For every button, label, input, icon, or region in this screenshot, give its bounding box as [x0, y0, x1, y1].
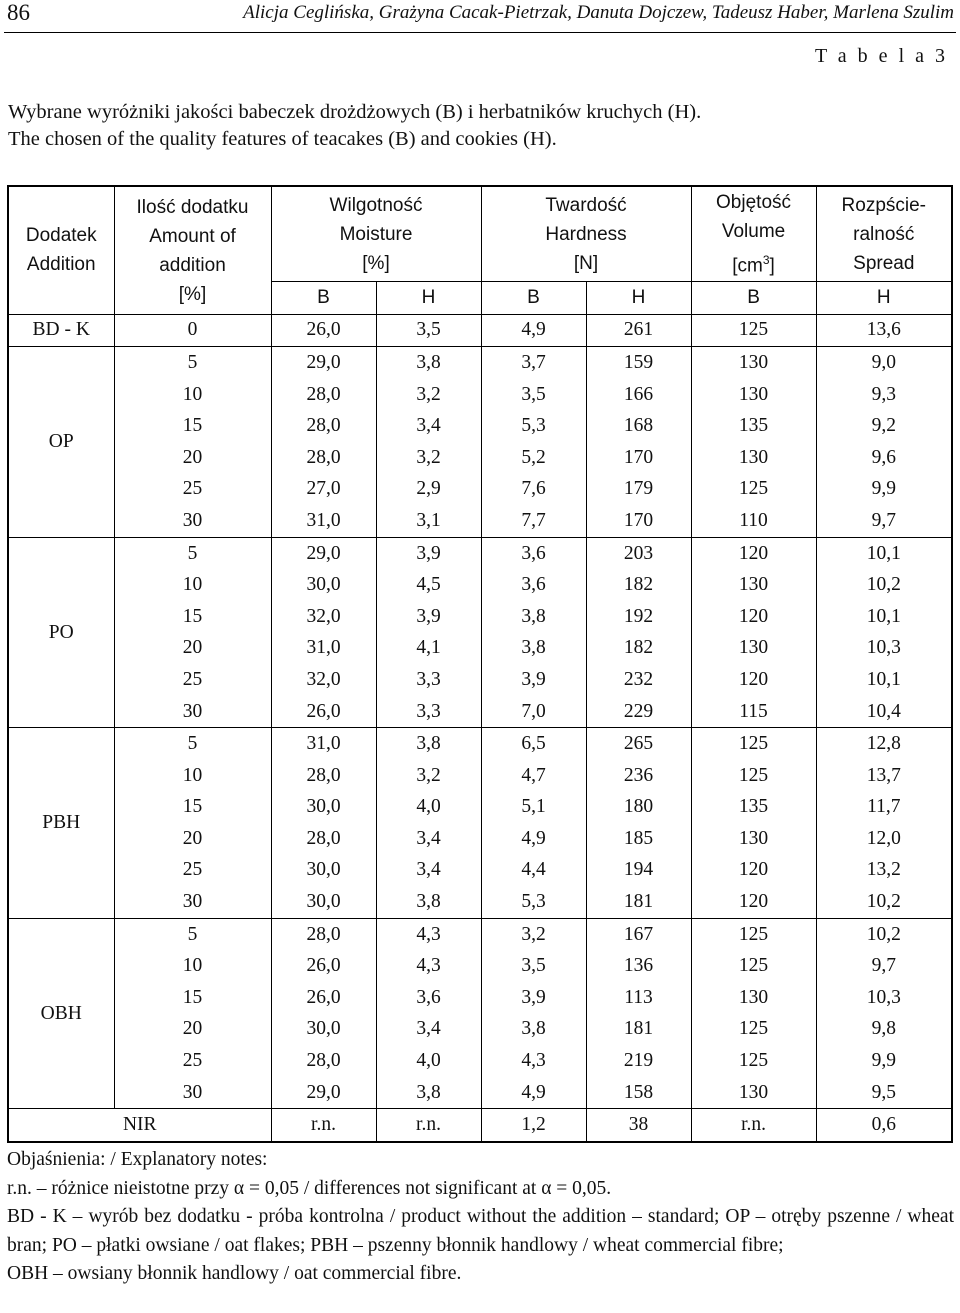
table-cell: 181 [586, 886, 691, 918]
table-cell: 0 [114, 314, 271, 347]
table-cell: 166 [586, 379, 691, 411]
table-cell: 3,5 [376, 314, 481, 347]
header-amount-en-1: Amount of [149, 226, 236, 247]
notes-line-3: OBH – owsiany błonnik handlowy / oat commercial fibre. [7, 1263, 462, 1284]
subheader-hardness-h: H [586, 282, 691, 315]
table-cell: 30 [114, 696, 271, 728]
table-cell: 26,0 [271, 696, 376, 728]
table-row [8, 601, 952, 633]
running-head-authors: Alicja Ceglińska, Grażyna Cacak-Pietrzak, Danuta Dojczew, Tadeusz Haber, Marlena Szulim [243, 2, 954, 23]
table-cell: 12,0 [816, 823, 952, 855]
explanatory-notes [7, 1146, 954, 1289]
table-row [8, 855, 952, 887]
nir-cell: r.n. [376, 1109, 481, 1142]
subheader-spread-h: H [816, 282, 952, 315]
subheader-hardness-b: B [481, 282, 586, 315]
header-amount-pl: Ilość dodatku [136, 197, 249, 218]
table-cell: 4,0 [376, 1045, 481, 1077]
page-number: 86 [7, 0, 30, 25]
header-spread [816, 186, 952, 282]
table-cell: 3,2 [376, 442, 481, 474]
header-spread-en: Spread [853, 252, 915, 274]
table-cell: 3,8 [376, 347, 481, 379]
group-label-pbh: PBH [8, 728, 114, 919]
table-cell: 28,0 [271, 1045, 376, 1077]
header-hardness [481, 186, 691, 282]
table-cell: 10,1 [816, 664, 952, 696]
table-cell: 9,6 [816, 442, 952, 474]
table-row [8, 379, 952, 411]
table-cell: 3,8 [481, 601, 586, 633]
table-cell: 29,0 [271, 347, 376, 379]
table-cell: 113 [586, 982, 691, 1014]
table-cell: 30,0 [271, 792, 376, 824]
table-cell: 10 [114, 379, 271, 411]
table-cell: 10 [114, 950, 271, 982]
header-volume-pl: Objętość [716, 191, 792, 213]
table-cell: 10,3 [816, 982, 952, 1014]
table-cell: 232 [586, 664, 691, 696]
table-cell: 10,1 [816, 537, 952, 569]
table-cell: 2,9 [376, 474, 481, 506]
subheader-moisture-b: B [271, 282, 376, 315]
table-row [8, 760, 952, 792]
table-row [8, 823, 952, 855]
table-cell: 120 [691, 664, 816, 696]
table-cell: 20 [114, 633, 271, 665]
table-caption [8, 99, 701, 153]
table-cell: 261 [586, 314, 691, 347]
quality-features-table [7, 185, 953, 1143]
table-cell: 10,1 [816, 601, 952, 633]
table-cell: 130 [691, 442, 816, 474]
header-amount [114, 186, 271, 314]
table-cell: 3,5 [481, 379, 586, 411]
table-cell: 185 [586, 823, 691, 855]
header-moisture [271, 186, 481, 282]
table-cell: 3,8 [481, 1014, 586, 1046]
table-cell: 130 [691, 569, 816, 601]
table-cell: 28,0 [271, 442, 376, 474]
table-row [8, 505, 952, 537]
table-cell: 10,2 [816, 569, 952, 601]
table-cell: 120 [691, 855, 816, 887]
table-cell: 15 [114, 410, 271, 442]
nir-cell: 38 [586, 1109, 691, 1142]
header-volume-unit [692, 246, 816, 280]
nir-cell: 1,2 [481, 1109, 586, 1142]
table-row [8, 474, 952, 506]
table-cell: 4,9 [481, 314, 586, 347]
nir-cell: 0,6 [816, 1109, 952, 1142]
table-cell: 9,3 [816, 379, 952, 411]
table-row [8, 950, 952, 982]
table-cell: 130 [691, 823, 816, 855]
table-cell: 236 [586, 760, 691, 792]
table-cell: 7,0 [481, 696, 586, 728]
table-cell: 3,4 [376, 410, 481, 442]
table-cell: 130 [691, 379, 816, 411]
table-cell: 28,0 [271, 760, 376, 792]
table-row [8, 1045, 952, 1077]
table-cell: 31,0 [271, 633, 376, 665]
table-cell: 3,6 [481, 569, 586, 601]
table-cell: 13,2 [816, 855, 952, 887]
table-cell: 28,0 [271, 379, 376, 411]
table-cell: 5 [114, 347, 271, 379]
header-moisture-en: Moisture [339, 223, 413, 245]
table-cell: 4,0 [376, 792, 481, 824]
table-cell: 120 [691, 537, 816, 569]
header-addition-pl: Dodatek [25, 225, 97, 247]
table-cell: 9,7 [816, 950, 952, 982]
header-addition [8, 186, 114, 314]
header-spread-pl-2: ralność [853, 223, 915, 245]
volume-unit-base: [cm [732, 255, 763, 277]
table-cell: 13,6 [816, 314, 952, 347]
table-cell: 125 [691, 474, 816, 506]
table-cell: 159 [586, 347, 691, 379]
table-cell: 4,5 [376, 569, 481, 601]
table-cell: 192 [586, 601, 691, 633]
table-cell: 3,2 [376, 379, 481, 411]
header-addition-en: Addition [26, 254, 96, 276]
table-cell: 170 [586, 505, 691, 537]
table-cell: 170 [586, 442, 691, 474]
table-cell: 125 [691, 1045, 816, 1077]
table-cell: 125 [691, 728, 816, 760]
table-cell: 219 [586, 1045, 691, 1077]
header-spread-pl-1: Rozpście- [841, 194, 927, 216]
table-cell: 130 [691, 1077, 816, 1109]
table-cell: 3,9 [481, 664, 586, 696]
table-cell: 4,9 [481, 823, 586, 855]
table-cell: 5,2 [481, 442, 586, 474]
table-cell: 3,6 [481, 537, 586, 569]
table-row [8, 347, 952, 379]
table-cell: 229 [586, 696, 691, 728]
table-cell: 10,2 [816, 918, 952, 950]
table-cell: 3,8 [481, 633, 586, 665]
notes-title: Objaśnienia: / Explanatory notes: [7, 1149, 268, 1170]
table-cell: 3,9 [481, 982, 586, 1014]
table-cell: 5,3 [481, 410, 586, 442]
table-cell: 3,8 [376, 886, 481, 918]
table-cell: 10 [114, 760, 271, 792]
table-cell: 7,6 [481, 474, 586, 506]
table-cell: 15 [114, 982, 271, 1014]
subheader-moisture-h: H [376, 282, 481, 315]
table-cell: 125 [691, 1014, 816, 1046]
table-cell: 5 [114, 728, 271, 760]
table-cell: 194 [586, 855, 691, 887]
table-cell: 4,1 [376, 633, 481, 665]
table-cell: 32,0 [271, 601, 376, 633]
table-cell: 180 [586, 792, 691, 824]
table-cell: 30 [114, 1077, 271, 1109]
table-cell: 20 [114, 823, 271, 855]
table-cell: 4,9 [481, 1077, 586, 1109]
header-hardness-unit: [N] [573, 252, 599, 274]
table-cell: 115 [691, 696, 816, 728]
table-cell: 30,0 [271, 886, 376, 918]
nir-cell: r.n. [691, 1109, 816, 1142]
table-label: T a b e l a 3 [814, 45, 948, 67]
table-cell: 125 [691, 918, 816, 950]
table-cell: 4,4 [481, 855, 586, 887]
table-cell: 10,2 [816, 886, 952, 918]
control-row [8, 314, 952, 347]
group-label-obh: OBH [8, 918, 114, 1109]
table-cell: 32,0 [271, 664, 376, 696]
table-row [8, 918, 952, 950]
table-cell: 158 [586, 1077, 691, 1109]
table-cell: 5 [114, 537, 271, 569]
nir-label: NIR [8, 1109, 271, 1142]
table-cell: 9,2 [816, 410, 952, 442]
header-amount-en-2: addition [159, 255, 226, 276]
table-cell: 125 [691, 760, 816, 792]
table-cell: 31,0 [271, 728, 376, 760]
table-row [8, 569, 952, 601]
table-row [8, 728, 952, 760]
table-cell: 9,7 [816, 505, 952, 537]
table-cell: 3,9 [376, 601, 481, 633]
table-cell: 30 [114, 505, 271, 537]
table-cell: 3,4 [376, 855, 481, 887]
table-row [8, 664, 952, 696]
table-cell: 265 [586, 728, 691, 760]
table-cell: 120 [691, 601, 816, 633]
table-cell: 28,0 [271, 410, 376, 442]
header-rule [4, 32, 956, 33]
header-moisture-unit: [%] [362, 252, 390, 274]
header-row [8, 186, 952, 282]
table-cell: 28,0 [271, 823, 376, 855]
table-cell: 125 [691, 314, 816, 347]
table-row [8, 1077, 952, 1109]
table-cell: 29,0 [271, 537, 376, 569]
table-cell: 10,3 [816, 633, 952, 665]
table-cell: 30,0 [271, 569, 376, 601]
table-cell: 120 [691, 886, 816, 918]
table-cell: 9,0 [816, 347, 952, 379]
header-moisture-pl: Wilgotność [329, 194, 423, 216]
table-cell: 3,2 [376, 760, 481, 792]
table-cell: 182 [586, 569, 691, 601]
table-row [8, 1014, 952, 1046]
table-cell: 10 [114, 569, 271, 601]
table-row [8, 442, 952, 474]
table-cell: 3,3 [376, 696, 481, 728]
table-cell: 135 [691, 410, 816, 442]
subheader-volume-b: B [691, 282, 816, 315]
table-cell: 9,5 [816, 1077, 952, 1109]
caption-english: The chosen of the quality features of teacakes (B) and cookies (H). [8, 128, 557, 150]
table-cell: 25 [114, 474, 271, 506]
table-cell: 11,7 [816, 792, 952, 824]
table-cell: 5,3 [481, 886, 586, 918]
table-row [8, 982, 952, 1014]
table-cell: 203 [586, 537, 691, 569]
table-cell: 25 [114, 664, 271, 696]
table-cell: 3,4 [376, 1014, 481, 1046]
table-cell: 130 [691, 982, 816, 1014]
table-cell: 3,8 [376, 728, 481, 760]
nir-row [8, 1109, 952, 1142]
table-row [8, 633, 952, 665]
table-cell: 20 [114, 1014, 271, 1046]
volume-unit-close: ] [769, 255, 775, 277]
table-cell: 167 [586, 918, 691, 950]
table-cell: 5,1 [481, 792, 586, 824]
table-row [8, 537, 952, 569]
header-volume [691, 186, 816, 282]
table-cell: 136 [586, 950, 691, 982]
notes-line-1: r.n. – różnice nieistotne przy α = 0,05 / differences not significant at α = 0,05. [7, 1177, 612, 1199]
volume-unit-exponent: 3 [762, 252, 770, 267]
table-cell: 12,8 [816, 728, 952, 760]
table-cell: 30,0 [271, 855, 376, 887]
table-cell: 110 [691, 505, 816, 537]
header-hardness-pl: Twardość [545, 194, 627, 216]
table-cell: 3,1 [376, 505, 481, 537]
table-cell: 25 [114, 1045, 271, 1077]
table-cell: 30,0 [271, 1014, 376, 1046]
table-cell: 3,5 [481, 950, 586, 982]
notes-line-2: BD - K – wyrób bez dodatku - próba kontrolna / product without the addition – standard; OP – otręby pszenne / wheat bran; PO – płatki owsiane / oat flakes; PBH – pszenny błonnik handlowy / wheat commercial fibre; [7, 1206, 954, 1256]
table-cell: 27,0 [271, 474, 376, 506]
table-cell: 6,5 [481, 728, 586, 760]
table-cell: 3,2 [481, 918, 586, 950]
table-cell: 4,3 [376, 918, 481, 950]
table-cell: 3,3 [376, 664, 481, 696]
table-cell: 4,3 [376, 950, 481, 982]
table-cell: 15 [114, 601, 271, 633]
table-cell: 181 [586, 1014, 691, 1046]
table-cell: 9,9 [816, 474, 952, 506]
header-hardness-en: Hardness [545, 223, 627, 245]
table-cell: 3,7 [481, 347, 586, 379]
table-cell: 29,0 [271, 1077, 376, 1109]
table-row [8, 410, 952, 442]
table-cell: 3,9 [376, 537, 481, 569]
table-cell: 168 [586, 410, 691, 442]
table-cell: 25 [114, 855, 271, 887]
table-cell: 10,4 [816, 696, 952, 728]
table-cell: 20 [114, 442, 271, 474]
table-cell: 179 [586, 474, 691, 506]
table-cell: 15 [114, 792, 271, 824]
table-row [8, 792, 952, 824]
caption-polish: Wybrane wyróżniki jakości babeczek drożdżowych (B) i herbatników kruchych (H). [8, 101, 702, 123]
table-cell: 28,0 [271, 918, 376, 950]
table-row [8, 886, 952, 918]
group-label-control: BD - K [8, 314, 114, 347]
table-cell: 130 [691, 347, 816, 379]
table-cell: 135 [691, 792, 816, 824]
table-cell: 30 [114, 886, 271, 918]
group-label-po: PO [8, 537, 114, 728]
table-cell: 26,0 [271, 950, 376, 982]
group-label-op: OP [8, 347, 114, 538]
table-cell: 5 [114, 918, 271, 950]
table-cell: 125 [691, 950, 816, 982]
table-cell: 31,0 [271, 505, 376, 537]
table-cell: 3,8 [376, 1077, 481, 1109]
table-cell: 9,9 [816, 1045, 952, 1077]
table-cell: 13,7 [816, 760, 952, 792]
table-cell: 4,7 [481, 760, 586, 792]
header-volume-en: Volume [721, 220, 786, 242]
table-cell: 4,3 [481, 1045, 586, 1077]
table-cell: 130 [691, 633, 816, 665]
nir-cell: r.n. [271, 1109, 376, 1142]
table-cell: 3,6 [376, 982, 481, 1014]
table-cell: 26,0 [271, 314, 376, 347]
header-amount-unit: [%] [178, 284, 207, 305]
table-cell: 9,8 [816, 1014, 952, 1046]
table-cell: 3,4 [376, 823, 481, 855]
table-cell: 7,7 [481, 505, 586, 537]
table-row [8, 696, 952, 728]
table-cell: 182 [586, 633, 691, 665]
table-cell: 26,0 [271, 982, 376, 1014]
